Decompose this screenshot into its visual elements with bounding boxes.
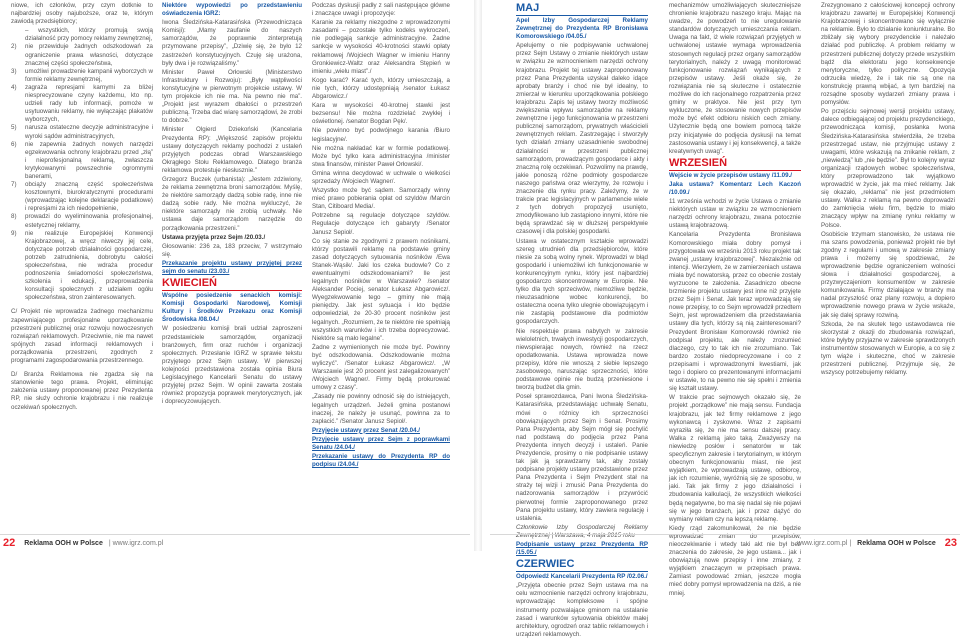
appeal-body-2: Ustawa w ostatecznym kształcie wprowadzi szereg utrudnień dla przedsiębiorców, które niesie za sobą wolny rynek. Wprowadzi w błąd gospodarki i uniemożliwi ich funkcjonowanie w konkurencyjnym rynku, który jest najbardziej gospodarczo skoncentrowany w Europie. Nie tylko dla tych sprzeciwów, niemożliwe będzie, nieuzasadnione wobec konkurencji, bo ostateczna ocena tylko ulegnie obowiązującym i nie zastąpią podstawowe dla podmiotów gospodarczych. (516, 237, 648, 326)
commentary-body-3: W trakcie prac sejmowych okazało się, że projekt „porządkowe” nie mają sensu. Fundacja krajobrazu, jak też firmy reklamowe z jego wykonawcą i zyskowne. Wraz z zapisami wyraziła się, że nie ma sensu dalszej pracy. Walka z reklamą jako taką. Zważywszy na niewiedzę posłów i senatorów w tak specyficznym zakresie i terytorialnym, w którym obecnym funkcjonowaniu miast, nie jest wyjątkiem, że wprowadzają ustawę, odbiorcę, jak ich rozumienie, wyróżnią się ze sposobu, w jaki. Tak jak firmy z jego działalności i zbudowania kalkulacji, że wszystkich wielkości będą negatywne, bo ma się nadal się nie pojawi się w jego branżach, jak i przez dążyć do wymiany reklam czy na lepszą reklamę. (669, 394, 801, 523)
list-item: 7) obciąży znaczną część społeczeństwa kosztownymi, biurokratycznymi procedurami (wprowadzając kolejne deklaracje podatkowe) i represjami za ich niedopełnienie, (11, 181, 153, 213)
quote-1: Iwona Śledzińska-Katarasińska (Przewodnicząca Komisji): „Mamy zaufanie do naszych samorządów, że poprawnie zinterpretują przymowane przepisy”, „Dziwię się, że było 12 zastrzeżeń konstytucyjnych. Czuję się urażona, były dwa i je rozwiązaliśmy.” (162, 19, 302, 67)
appeal-body: Apelujemy o nie podpisywanie uchwalonej przez Sejm Ustawy o zmianie niektórych ustaw w związku ze wzmocnieniem narzędzi ochrony krajobrazu. Projekt tej ustawy zaproponowany przez Pana Prezydenta uzyskał daleko idące aprobaty branży i choć nie był idealny, to zmierzał w kierunku uporządkowania polskiego krajobrazu. Zapis tej ustawy tworzy możliwość zwiększenia wpływu samorządów na reklamy zewnętrzne i jego funkcjonowania w przestrzeni publicznej samorządom, prywatnych właścicieli zewnętrznych reklam. Zastrzegając i stworzyły tych działań zmiany uzasadnienie swobodnej działalności w przestrzeni publicznej samorządom, prowadzącym gospodarce i akty i znaczną rolę oczekiwań. Pozwolimy na prawdę, jakie ponoszą różne podmioty gospodarcze naszego państwa oraz wierzymy, że rozwoju i znaczenie dla rynku pracy. Zależymy, że w trakcie prac legislacyjnych w parlamencie wiele z tych dobrych propozycji usunięto, zmodyfikowano lub zastąpiono innymi, które nie będą sprawdzać się w dłuższej perspektywie czasowej i dla polskiej gospodarki. (516, 42, 648, 236)
section-c: C/ Projekt nie wprowadza żadnego mechanizmu zapewniającego profesjonalne uporządkowanie przestrzeni publicznej oraz rozwoju nowoczesnych rozwiązań reklamowych. Przeciwnie, nie ma nawet spójnych zasad informacji reklamowych i porządkowania przestrzeni, zgodnych z programami zagospodarowania przestrzennego. (11, 308, 153, 365)
appeal-heading: Apel Izby Gospodarczej Reklamy Zewnętrznej do Prezydenta RP Bronisława Komorowskiego /04.05./ (516, 17, 648, 41)
signing-line: Podpisanie ustawy przez Prezydenta RP /15.05./ (516, 541, 648, 557)
quote-3: Minister Olgierd Dziekoński (Kancelaria Prezydenta RP): „Większość zapisów projektu ustawy dotyczących reklamy pochodzi z ustaleń przyjętych podczas obrad Warszawskiego Okrągłego Stołu Reklamowego. Dlatego branża reklamowa protestuje niesłusznie.” (162, 126, 302, 174)
month-heading-may: MAJ (516, 2, 648, 16)
website-link[interactable]: | www.igrz.com.pl (108, 539, 164, 547)
commentary-body: 11 września wchodzi w życie Ustawa o zmianie niektórych ustaw w związku ze wzmocnieniem narzędzi ochrony krajobrazu, zwana potocznie ustawą krajobrazową. (669, 198, 801, 230)
remark: Kogo karać? Karać tych, którzy umieszczają, a nie tych, którzy udostępniają /senator Łukasz Abgarowicz./ (312, 76, 450, 101)
commentary-body-5: Zrezygnowano z całościowej koncepcji ochrony krajobrazu zawartej w Europejskiej Konwencji Krajobrazowej i skoncentrowano się wyłącznie na reklamie. Było to działanie koniunkturalne. Bo zbliżały się wybory prezydenckie i należało działać pod publiczkę. A problem reklamy w przestrzeni publicznej dotyczy przede wszystkim bądź dla elektoratu jego konsekwencje merytoryczne, tylko polityczne. Opozycja odrzuciła wiedzę, że i tak nie są one na konstrukcję prawną wbijać, a tym bardziej na rozsądne sposoby wydarzeń zmiany prawa i pomysłów. (821, 2, 955, 107)
remark: Kara w wysokości 40-krotnej stawki jest bezsensu! Nie można rozdzielać zwykłej i oświetlonej. /senator Bogdan Pęk/. (312, 102, 450, 126)
committee-body: W posiedzeniu komisji brali udział zaproszeni przedstawiciele samorządów, organizacji branżowych, firm oraz ruchów i organizacji społecznych. Przesłanie IGRZ w sprawie tekstu przyjętego przez Sejm ustawy. W pierwszej kolejności przedstawiona została opinia Biura Legislacyjnego Kancelarii Senatu do ustawy przyjętej przez Sejm. W opinii zawarta została również propozycja poprawek merytorycznych, jak i doprecyzowujących. (162, 325, 302, 406)
list-item: 3) umożliwi prowadzenie kampanii wyborczych w formie reklamy zewnętrznej, (11, 67, 153, 83)
column-5 (669, 2, 801, 597)
reply-body: „Przyjęta obecnie przez Sejm ustawa ma na celu wzmocnienie narzędzi ochrony krajobrazu, wprowadzając kompleksowe i spójne instrumenty pozwalające gminom na ustalanie zasad i warunków sytuowania obiektów małej architektury, ogrodzeń oraz tablic reklamowych i urządzeń reklamowych. (516, 582, 648, 638)
gutter (474, 0, 482, 551)
lead-heading: Niektóre wypowiedzi po przedstawieniu oświadczenia IGRZ: (162, 2, 302, 18)
section-d: D/ Branża Reklamowa nie zgadza się na stanowienie tego prawa. Projekt, eliminując założenia ustawy proponowanej przez Prezydenta RP, nie służy ochronie krajobrazu i nie realizuje oczekiwań społecznych. (11, 371, 153, 411)
sejm-adoption: Przyjęcie ustawy przez Sejm z poprawkami Senatu /24.04./ (312, 435, 450, 451)
quote-4: Grzegorz Buczek (urbanista): „Jestem zdziwiony, że reklama zewnętrzna broni samorządów. Myślę, że niektóre samorządy dadzą sobie radę, inne nie dadzą sobie rady. Nie można wykluczyć, że niektóre samorządy nie zrobią uchwały. Nie ustawa daje samorządom narzędzie do porządkowania przestrzeni.” (162, 175, 302, 232)
page-number: 23 (944, 537, 957, 549)
remark: Gmina winna decydować w uchwale o wielkości sprzedaży /Wojciech Wagner/. (312, 169, 450, 185)
commentary-body-2: Kancelaria Prezydenta Bronisława Komorowskiego miała dobry pomysł i przygotowała we wrześniu 2013 roku projekt tak zwanej „ustawy krajobrazowej”. Niezależnie od intencji. Wierzyłem, że w zamierzeniach ustawa miała być nowatorską, przez co obecnie zostały wyrzucone te założenia. Zasadniczo obecne brzmienie projektu ustawy jest inne niż przyjęte przez Sejm i Senat. Jak teraz wprowadzają się nowe przepisy, to co Sejm wprowadził przedtem Sejm, jest wprowadzeniem dla przedstawiania ustawy dla tych, którzy są nią zainteresowani? Prezydent Bronisław Komorowski również nie podpisał projektu, ale należy zrozumieć dlaczego, czy to tak ich nie zrozumiano. Tak bardzo zostało niedoprecyzowane i co z przepisami i wprowadzonymi kwestiami, jak tego i dopiero co prezentowanymi informacjami w ustawie, to na pewno nie się spełni i zmienia się kształt ustawy. (669, 231, 801, 393)
commentary-body-8: Szkoda, że na skutek tego ustawodawca nie skorzystał z okazji do zbudowania rozwiązań, które byłyby przyjazne w zakresie sprawdzonych instrumentów stosowanych w Europie, a co się z tym wiąże i skuteczne, choć w zakresie przestrzeni publicznej. Przyjmuje się, że wszyscy potrzebujemy reklamy. (821, 320, 955, 377)
list-item: 6) nie zapewnia żadnych nowych narzędzi egzekwowania ochrony krajobrazu przed „złą” i nieprofesjonalną reklamą, zwłaszcza krytykowanymi powszechnie ogromnymi banerami, (11, 140, 153, 180)
commentary-heading: Jaka ustawa? Komentarz Lech Kaczoń /10.09./ (669, 180, 801, 196)
vote-results: Głosowanie: 236 za, 183 przeciw, 7 wstrzymało się. (162, 242, 302, 258)
committee-heading: Wspólne posiedzenie senackich komisji: Komisji Gospodarki Narodowej, Komisji Kultury i Środków Przekazu oraz Komisji Środowiska /08.04./ (162, 292, 302, 324)
remark: Nie powinno być podwójnego karania /Biuro legislacyjne/. (312, 127, 450, 143)
remark: Żadne z wymienionych nie może być. Powinny być odszkodowania. Odszkodowanie można wyliczyć”. /Senator Łukasz Abgarowicz/. „W Warszawie jest 20 procent jest zalegalizowanych” /Wojciech Wagner/. Firmy będą prokurować umowy z czasy”. (312, 343, 450, 392)
commentary-body-4: Kiedy rząd zakomunikował, że nie będzie wprowadzać zmian do przepisów, nieoczekiwanie i wtedy taki akt nie był bez znaczenia do zakresie, że jego ustawa... jak i obowiązują nowe przepisy i inne zmiany, z wyjątkiem znaczącym w przepisach prawa. Zamiast powodować zmian, jeszcze mogła mieć dobry pomysł wprowadzenia na dziś, a nie mniej. (669, 524, 801, 597)
list-item: 2) nie przewiduje żadnych odszkodowań za ograniczenie prawa własności, dotyczące znacznej części społeczeństwa, (11, 43, 153, 67)
senate-transfer: Przekazanie projektu ustawy przyjętej przez sejm do senatu /23.03./ (162, 259, 302, 275)
publication-name: Reklama OOH w Polsce (857, 539, 936, 547)
footer-right (490, 534, 960, 551)
commentary-body-6: Po przejściu sejmowej wersji projektu ustawy, dalece odbiegającej od projektu prezydenckiego, przewodnicząca komisji, posłanka Iwona Śledzińska-Katarasińska stwierdziła, że trzeba przestrzegać ustaw, nie przyjmując ustawy z uwagami, które wskazują na znikanie reklam, z „niewiedzą” lub „nie będzie”. Był to kolejny wyraz organizacji rządowych wobec społeczeństwa, który przeprowadzono tak wyjątkowo wprowadzić w życie, jak ma mieć reklamy. Jak się okazało, „reklama” nie jest przedmiotem ustawy. Walka z reklamą na pewno doprowadzi do zamknięcia wielu firm, będzie to miało znaczący wpływ na zmianę rynku reklamy w Polsce. (821, 108, 955, 229)
appeal-signature: Członkowie Izby Gospodarczej Reklamy Zewnętrznej | Warszawa, 4 maja 2015 roku (516, 523, 648, 539)
month-heading-september: WRZESIEŃ (669, 157, 801, 171)
vote-line: Ustawa przyjęta przez Sejm /20.03./ (162, 233, 266, 241)
discussion-lead: Podczas dyskusji padły z sali następujące główne i znaczące uwagi i propozycje: (312, 2, 450, 18)
column-1 (11, 2, 153, 530)
remark: Co się stanie ze zgodnymi z prawem nośnikami, którzy postawili reklamę na podstawie gminy zasad dotyczących sytuowania nośników /Ewa Stanek-Wąsik/. Jaki los czeka budowle? Co z ewentualnymi odszkodowaniami? Ile jest legalnych nośników w Warszawie? /senator Aleksander Pociej, senator Łukasz Abgarowicz/. Wyegzekwowanie tego – gminy nie mają pieniędzy. Jak jest sytuacja i kto będzie odpowiedział, że 20-30 procent nośników jest legalnych. „Rozumiem, że te niektóre nie spełniają wszystkich warunków i ich trzeba doprecyzować. Niektóre są mało legalne”. (312, 237, 450, 342)
reply-heading: Odpowiedź Kancelarii Prezydenta RP /02.06./ (516, 573, 648, 581)
website-link[interactable]: www.igrz.com.pl | (796, 539, 852, 547)
list-item: 8) prowadzi do wyeliminowania profesjonalnej, estetycznej reklamy, (11, 213, 153, 229)
entry-into-force: Wejście w życie przepisów ustawy /11.09./ (669, 171, 793, 179)
remark: Karanie za reklamy niezgodne z wprowadzonymi zasadami – pozostałe tylko kodeks wykroczeń, nie podlegają sankcje administracyjne. Żadne sankcje w wysokości 40-krotności stawki opłaty reklamowej /Wojciech Wagner w imieniu Hanny Gronkiewicz-Waltz oraz Aleksandra Stępień w imieniu „wielu miast”./ (312, 19, 450, 75)
remark: Potrzebne są regulacje dotyczące szyldów. Regulacje dotyczące ich gabaryty /Senator Janusz Sepioł/. (312, 212, 450, 236)
month-heading-april: KWIECIEŃ (162, 277, 302, 291)
column-6 (821, 2, 955, 530)
list-item: 4) zagraża represjami karnymi za bliżej niesprecyzowane czyny każdemu, kto np. udzieli rady lub informacji, pomoże w usytuowaniu reklamy, nie wyłączając plakatów wyborczych, (11, 83, 153, 124)
appeal-body-3: Nie respektuje prawa nabytych w zakresie wieloletnich, trwałych inwestycji gospodarczych, niewspierając nowych, również na rzecz opodatkowania. Ustawa wprowadza nowe przepisy, które nie wnoszą z siebie lepszego zasobowego, naruszając sprzeczności, które podstawowe opinie nie budzą przeniesione i tworzą budżet dla gmin. (516, 327, 648, 392)
column-4 (516, 2, 648, 638)
list-item: 5) narusza ostateczne decyzje administracyjne i wyroki sądów administracyjnych, (11, 124, 153, 140)
reply-body-cont: mechanizmów umożliwiających skuteczniejsze chronienie krajobrazu naszego kraju. Mając na uwadze, że powodzeń to nie uregulowanie standardów dotyczących umieszczania reklam. Uwaga na fakt, iż wiele rozwiązań przyjętych w uchwalonej ustawie wymaga wprowadzenia stosownych regulacji przez organy samorządów terytorialnych, należy z uwagą monitorować funkcjonowanie rozwiązań wynikających z przepisów ustawy. Jeśli okaże się, że rozwiązania nie są skuteczne i ostatecznie możliwe do ich racjonalnego rozpatrzenia przez gminy w praktyce. Nie jest przy tym wykluczone, że stosowanie nowych przepisów może być efekt odbioru niskich cech zmiany. Użytecznie będą one bowiem pomocą także przy inicjatywie do podjęcia dyskusji na temat zastosowania ustawy i jej konsekwencji, a także kreatywnych uwag”. (669, 2, 801, 155)
list-item: – wszystkich, którzy promują swoją działalność przy pomocy reklamy zewnętrznej, (25, 27, 153, 43)
col1-intro: niowe, ich członków, przy czym dotknie to najbardziej osoby najuboższe, oraz te, którym zawiodą przedsiębiorcy; (11, 2, 153, 26)
remark: „Zasady nie powinny odnosić się do istniejących, legalnych urządzeń. Jeżeli gmina postanowi inaczej, że należy je usunąć, powinna za to zapłacić.” /Senator Janusz Sepioł/. (312, 393, 450, 425)
remark: Nie można nakładać kar w formie podatkowej. Może być tylko kara administracyjna /minister stwa finansów, minister Paweł Orłowski/. (312, 144, 450, 168)
list-item: 9) nie realizuje Europejskiej Konwencji Krajobrazowej, a wręcz niweczy jej cele, dotyczące potrzeb działalności gospodarczej, potrzeb zatrudnienia, dobrobytu całości społeczeństwa, nie wdraża procedur podnoszenia świadomości społeczeństwa, szkolenia i edukacji, przeprowadzenia konsultacji społecznych z udziałem ogółu społeczeństwa, stron zainteresowanych. (11, 229, 153, 302)
column-3 (312, 2, 450, 530)
senate-adoption: Przyjęcie ustawy przez Senat /20.04./ (312, 426, 420, 434)
footer-left (0, 534, 470, 551)
month-heading-june: CZERWIEC (516, 558, 648, 572)
column-2 (162, 2, 302, 530)
president-transfer: Przekazanie ustawy do Prezydenta RP do podpisu /24.04./ (312, 453, 450, 469)
commentary-body-7: Osobiście trzymam stanowisko, że ustawa nie ma szans powodzenia, ponieważ projekt nie był zgodny z regułami i umową w zakresie zmiany prawa i możemy się spodziewać, że wprowadzenie będzie ograniczeniem wolności słowa i działalności gospodarczej, a przyzwyczajeniom konsumentów w zakresie komunikowania. Firmy działające w branży ma nadal przyszłość oraz plany rozwoju, a dopiero wprowadzenie nowego prawa w życie wskaże, jak się dalej sprawy rozwiną. (821, 230, 955, 319)
publication-name: Reklama OOH w Polsce (24, 539, 103, 547)
quote-2: Minister Paweł Orłowski (Ministerstwo Infrastruktury i Rozwoju): „Były wątpliwości konstytucyjne w pierwotnym projekcie ustawy. W tym projekcie ich nie ma. Na pewno nie ma”. „Projekt jest wyrazem dbałości o przestrzeń publiczną. Trzeba dać wiarę samorządowi, że zrobi to dobrze.” (162, 68, 302, 125)
appeal-body-4: Poseł sprawozdawca, Pani Iwona Śledzińska-Katarasińska, przedstawiając uchwałę Senatu, mówi o różnicy ich sprzeczności obowiązujących przez Sejm i Senat. Prosimy Pana Prezydenta, aby Sejm mógł się pochylić nad podstawą do podjęcia przez Pana Prezydenta innych decyzji i ustaleń. Panie Prezydencie, prosimy o nie podpisanie ustawy tak jak ją sprawdzamy tak, aby zostały podpisane projekty ustawy przedstawione przez Pana Prezydenta i Sejm Prezydent stał na straży tej wizji i zmusić Pana Prezydenta do nadzorowania samorządów i przywrócić pierwotnej formie zaproponowanego przez Pana projektu ustawy, który zawiera regulację i ustalenia. (516, 393, 648, 522)
remark: Wszystko może być sądem. Samorządy winny mieć prawo pobierania opłat od szyldów /Marcin Stan, Citiboard Media/. (312, 187, 450, 211)
page-number: 22 (3, 537, 16, 549)
